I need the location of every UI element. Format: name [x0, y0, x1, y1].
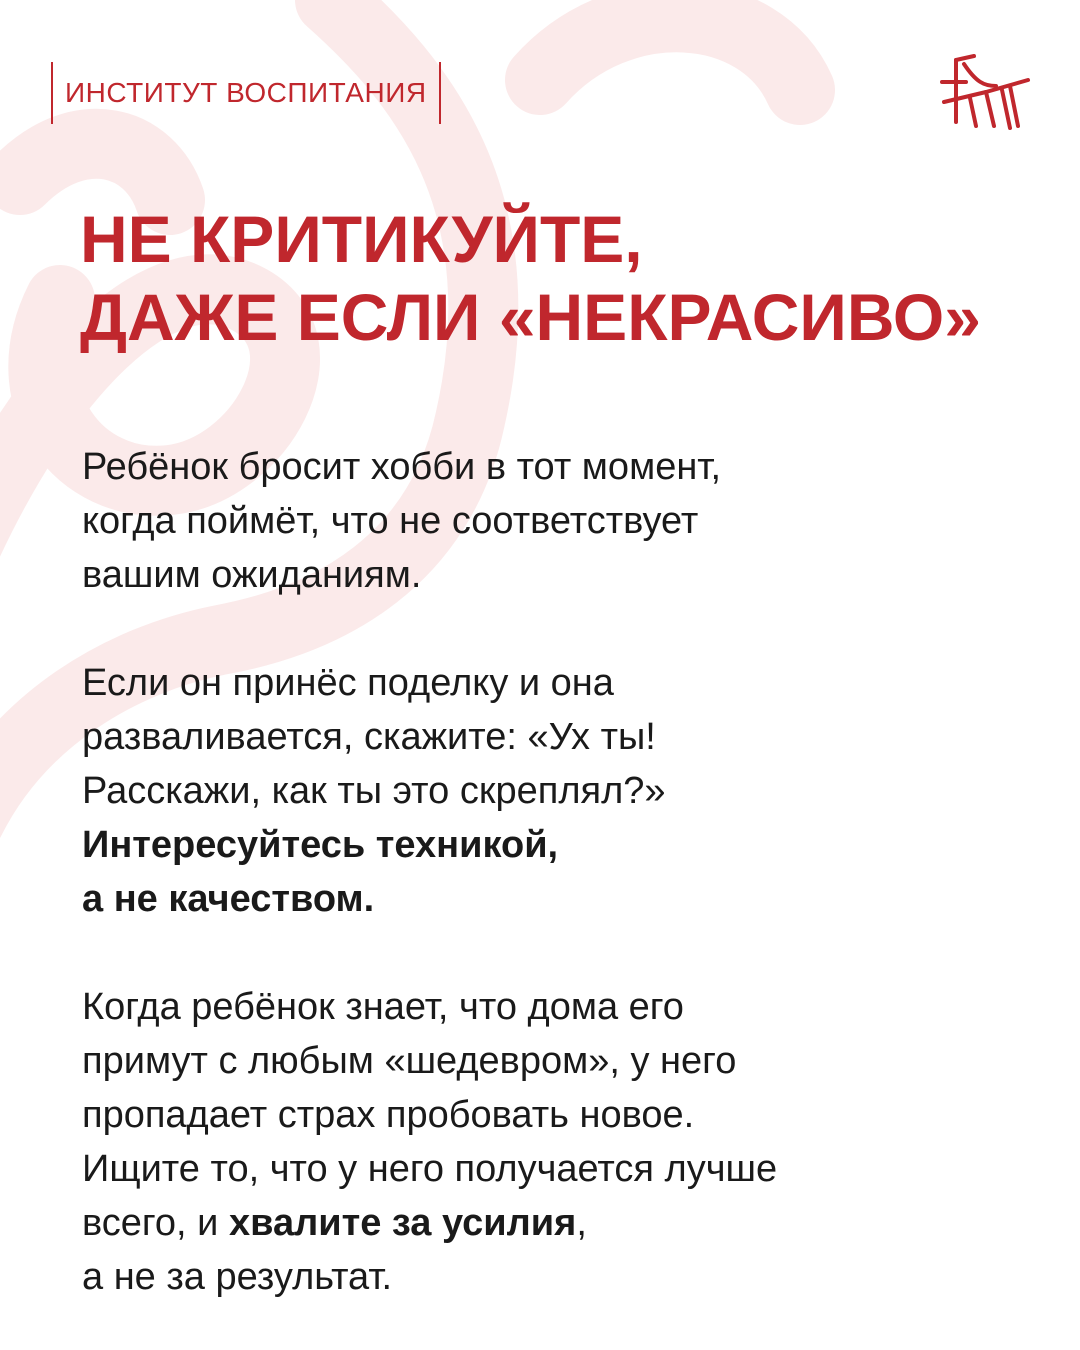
emphasis-fragment: хвалите за усилия	[228, 1202, 577, 1244]
text-line: примут с любым «шедевром», у него	[82, 1040, 737, 1082]
text-line-mixed	[82, 1196, 1042, 1250]
paragraph-1	[82, 440, 1042, 602]
text-line: Ищите то, что у него получается лучше	[82, 1148, 778, 1190]
text-line: пропадает страх пробовать новое.	[82, 1094, 695, 1136]
text-line: Если он принёс поделку и она	[82, 662, 614, 704]
text-line: Расскажи, как ты это скреплял?»	[82, 770, 666, 812]
text-line: а не за результат.	[82, 1256, 393, 1298]
page-title	[80, 200, 981, 356]
brand-label	[51, 62, 441, 124]
title-line-1: НЕ КРИТИКУЙТЕ,	[80, 202, 643, 276]
stylized-chair-icon	[936, 52, 1036, 132]
emphasis-line: а не качеством.	[82, 878, 375, 920]
body-text	[82, 440, 1042, 1304]
brand-name: ИНСТИТУТ ВОСПИТАНИЯ	[65, 77, 427, 108]
text-fragment: всего, и	[82, 1202, 229, 1244]
text-line: Ребёнок бросит хобби в тот момент,	[82, 446, 722, 488]
paragraph-2	[82, 656, 1042, 926]
text-line: Когда ребёнок знает, что дома его	[82, 986, 684, 1028]
text-fragment: ,	[576, 1202, 587, 1244]
text-line: вашим ожиданиям.	[82, 554, 422, 596]
text-line: разваливается, скажите: «Ух ты!	[82, 716, 656, 758]
text-line: когда поймёт, что не соответствует	[82, 500, 699, 542]
paragraph-3	[82, 980, 1042, 1304]
title-line-2: ДАЖЕ ЕСЛИ «НЕКРАСИВО»	[80, 280, 981, 354]
emphasis-line: Интересуйтесь техникой,	[82, 824, 559, 866]
